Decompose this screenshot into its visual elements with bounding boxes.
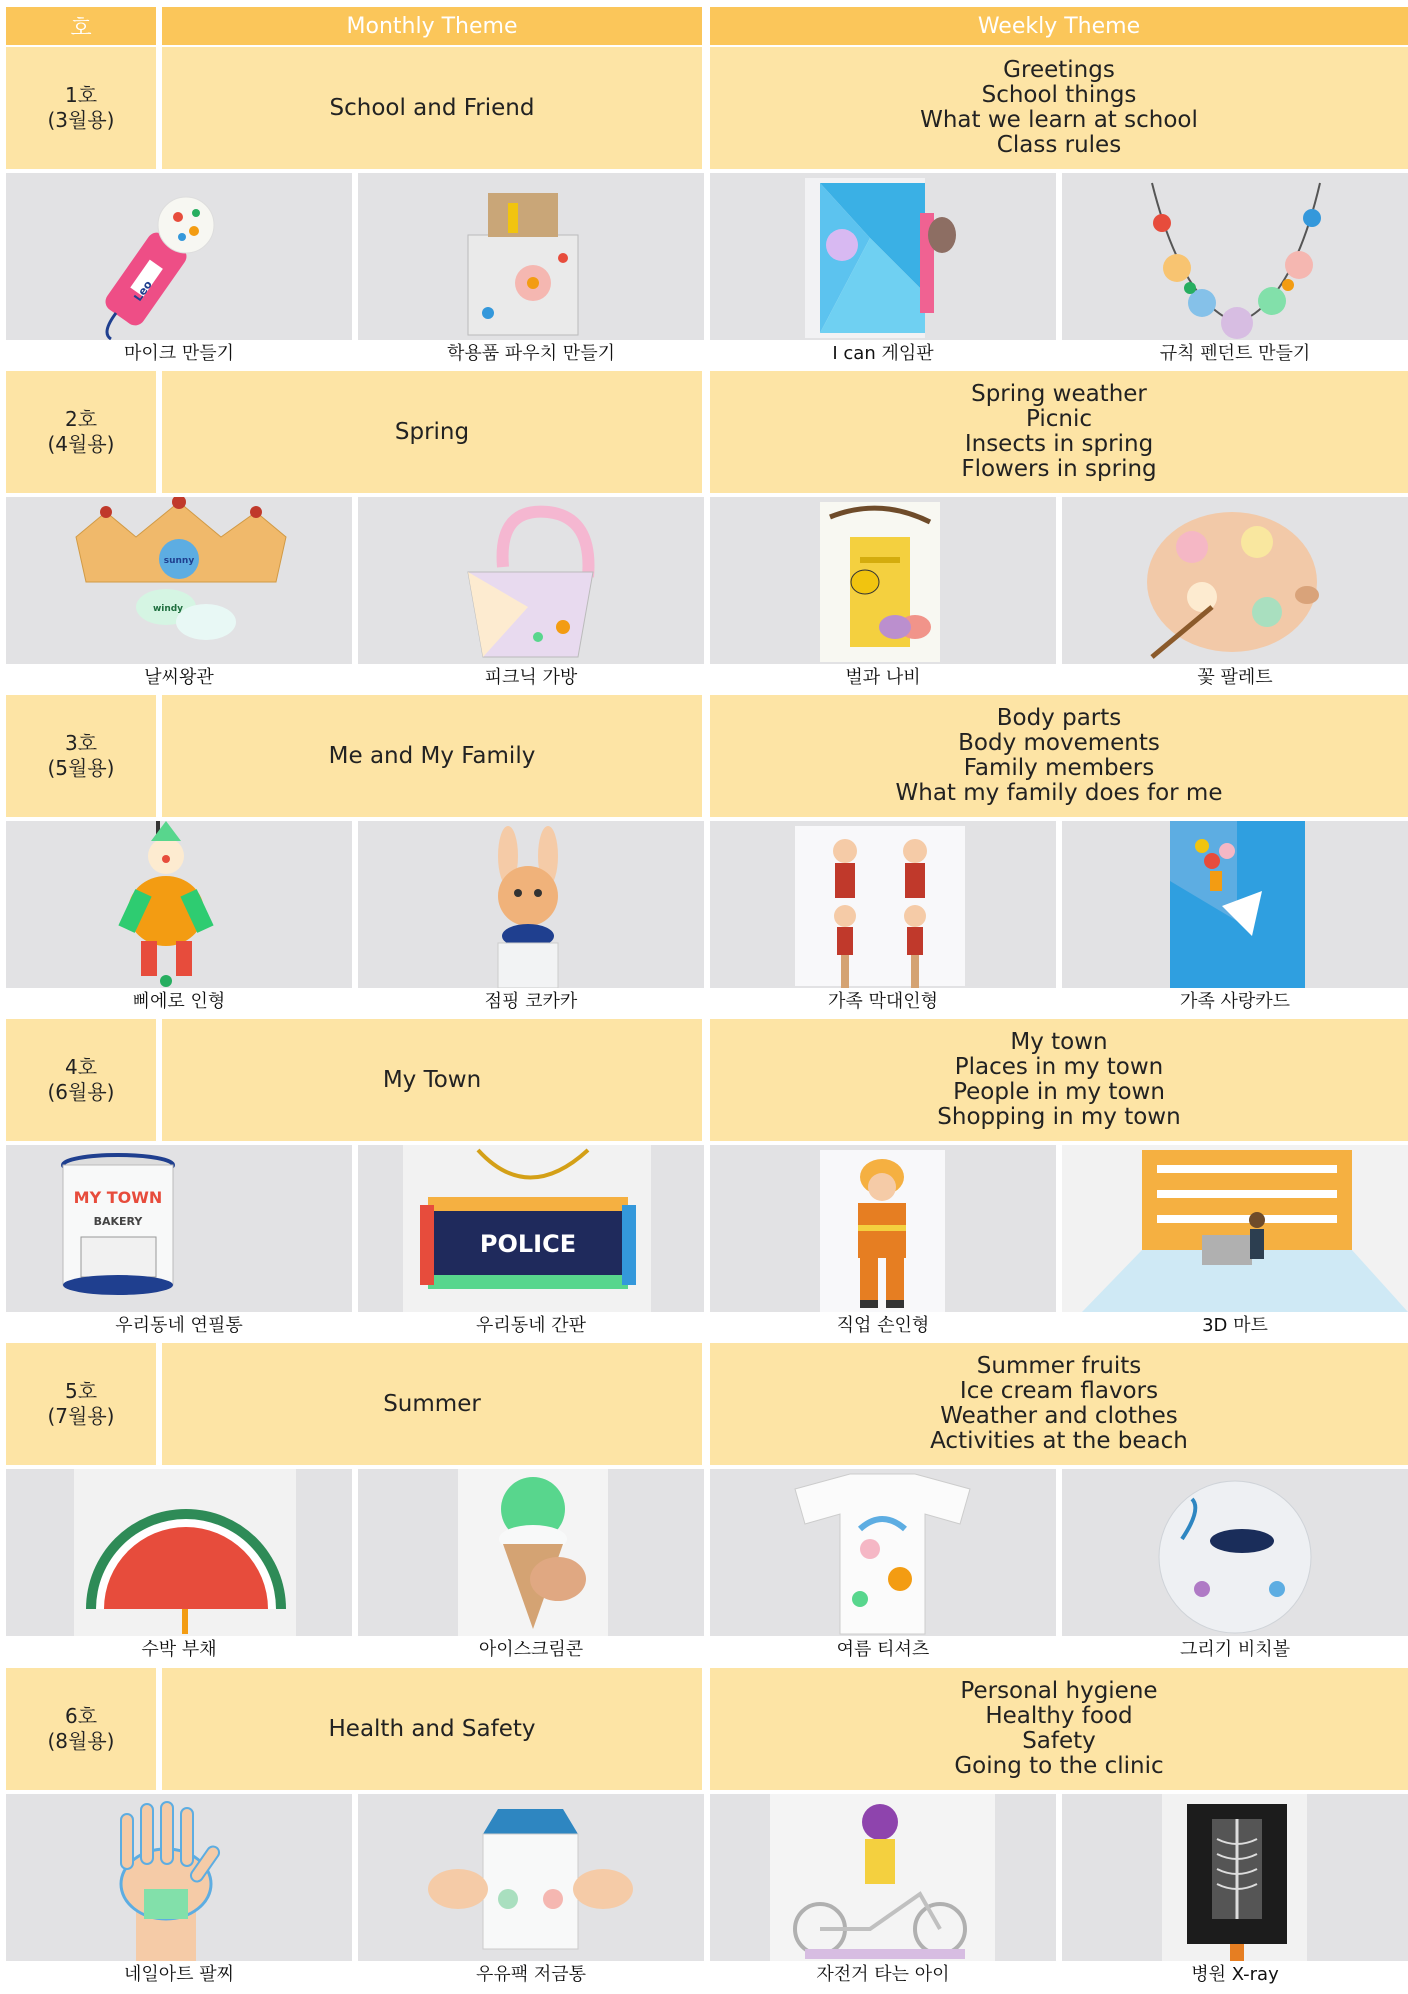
weekly-themes <box>710 1019 1408 1141</box>
weekly-theme-item: Places in my town <box>954 1054 1164 1080</box>
craft-label: 피크닉 가방 <box>484 667 578 688</box>
craft-label: 날씨왕관 <box>144 667 214 688</box>
craft-label: 가족 사랑카드 <box>1179 991 1291 1012</box>
craft-photo <box>710 173 1056 340</box>
weekly-theme-item: Healthy food <box>985 1703 1133 1729</box>
craft-card <box>6 1469 352 1669</box>
weekly-theme-item: Family members <box>963 755 1155 781</box>
weekly-themes <box>710 1668 1408 1790</box>
craft-card <box>358 173 704 373</box>
monthly-theme: Summer <box>162 1343 702 1465</box>
craft-label: 여름 티셔츠 <box>836 1639 930 1660</box>
monthly-theme: Spring <box>162 371 702 493</box>
craft-label: 수박 부채 <box>141 1639 217 1660</box>
craft-photo <box>1062 1145 1408 1312</box>
issue-month: (8월용) <box>47 1729 115 1753</box>
crown-icon <box>6 497 352 664</box>
craft-card <box>710 1145 1056 1345</box>
palette-icon <box>1062 497 1408 664</box>
beach-ball-icon <box>1062 1469 1408 1636</box>
header-monthly-theme: Monthly Theme <box>162 7 702 45</box>
issue-number-cell <box>6 1019 156 1141</box>
picture-text: BAKERY <box>93 1215 143 1228</box>
craft-row <box>0 497 1408 697</box>
header-issue-number: 호 <box>6 7 156 45</box>
jumping-rabbit-icon <box>358 821 704 988</box>
weekly-theme-item: Insects in spring <box>964 431 1154 457</box>
craft-row <box>0 1145 1408 1345</box>
craft-label: 점핑 코카카 <box>484 991 578 1012</box>
craft-photo <box>358 1794 704 1961</box>
craft-card <box>6 497 352 697</box>
craft-card <box>710 821 1056 1021</box>
monthly-theme: School and Friend <box>162 47 702 169</box>
craft-card <box>6 173 352 373</box>
theme-row <box>0 1668 1408 1790</box>
craft-photo <box>6 1145 352 1312</box>
weekly-themes <box>710 695 1408 817</box>
craft-label: 네일아트 팔찌 <box>123 1964 235 1985</box>
craft-photo <box>358 497 704 664</box>
craft-card <box>710 173 1056 373</box>
weekly-theme-item: What we learn at school <box>920 107 1198 133</box>
game-board-icon <box>710 173 1056 340</box>
mart-shelf-icon <box>1062 1145 1408 1312</box>
issue-number: 4호 <box>64 1055 98 1079</box>
pouch-craft-icon <box>358 173 704 340</box>
craft-photo <box>6 173 352 340</box>
craft-label: 우리동네 간판 <box>475 1315 587 1336</box>
theme-row <box>0 371 1408 493</box>
stick-puppet-icon <box>710 821 1056 988</box>
craft-card <box>358 1794 704 1994</box>
weekly-themes <box>710 371 1408 493</box>
weekly-theme-item: Personal hygiene <box>960 1678 1158 1704</box>
weekly-theme-item: Shopping in my town <box>937 1104 1181 1130</box>
theme-row <box>0 695 1408 817</box>
craft-label: 우리동네 연필통 <box>115 1315 243 1336</box>
craft-card <box>710 1794 1056 1994</box>
issue-month: (3월용) <box>47 108 115 132</box>
weekly-theme-item: What my family does for me <box>895 780 1223 806</box>
issue-number-cell <box>6 1668 156 1790</box>
craft-photo <box>710 1469 1056 1636</box>
craft-card <box>6 1794 352 1994</box>
weekly-themes <box>710 47 1408 169</box>
picture-text: MY TOWN <box>73 1188 163 1207</box>
tshirt-icon <box>710 1469 1056 1636</box>
issue-number-cell <box>6 1343 156 1465</box>
craft-card <box>1062 173 1408 373</box>
craft-card <box>1062 1794 1408 1994</box>
issue-month: (7월용) <box>47 1404 115 1428</box>
craft-card <box>358 821 704 1021</box>
craft-photo <box>710 821 1056 988</box>
ice-cream-cone-icon <box>358 1469 704 1636</box>
weekly-themes <box>710 1343 1408 1465</box>
weekly-theme-item: Body parts <box>996 705 1122 731</box>
clown-puppet-icon <box>6 821 352 988</box>
bicycle-kid-icon <box>710 1794 1056 1961</box>
issue-number: 6호 <box>64 1704 98 1728</box>
craft-label: 마이크 만들기 <box>123 343 235 364</box>
weekly-theme-item: My town <box>1010 1029 1108 1055</box>
craft-photo <box>710 497 1056 664</box>
craft-card <box>1062 497 1408 697</box>
craft-card <box>710 497 1056 697</box>
craft-label: 직업 손인형 <box>836 1315 930 1336</box>
craft-label: 3D 마트 <box>1202 1315 1268 1336</box>
issue-number: 2호 <box>64 407 98 431</box>
craft-label: I can 게임판 <box>832 343 934 364</box>
picture-text: sunny <box>163 556 195 566</box>
theme-row <box>0 47 1408 169</box>
weekly-theme-item: Class rules <box>996 132 1122 158</box>
issue-number-cell <box>6 371 156 493</box>
craft-photo <box>6 1794 352 1961</box>
craft-card <box>6 821 352 1021</box>
issue-number: 1호 <box>64 83 98 107</box>
craft-row <box>0 1469 1408 1669</box>
craft-photo <box>358 1469 704 1636</box>
craft-label: 병원 X-ray <box>1191 1964 1279 1985</box>
craft-photo <box>358 821 704 988</box>
craft-photo <box>6 821 352 988</box>
craft-photo <box>1062 497 1408 664</box>
basket-icon <box>358 497 704 664</box>
craft-photo <box>1062 173 1408 340</box>
craft-label: 학용품 파우치 만들기 <box>447 343 615 364</box>
craft-photo <box>1062 821 1408 988</box>
weekly-theme-item: Activities at the beach <box>930 1428 1188 1454</box>
weekly-theme-item: Picnic <box>1025 406 1092 432</box>
craft-card <box>358 497 704 697</box>
craft-card <box>710 1469 1056 1669</box>
craft-photo <box>1062 1469 1408 1636</box>
craft-photo <box>6 497 352 664</box>
weekly-theme-item: School things <box>981 82 1137 108</box>
issue-number: 5호 <box>64 1379 98 1403</box>
craft-row <box>0 1794 1408 1994</box>
craft-photo <box>358 1145 704 1312</box>
weekly-theme-item: Summer fruits <box>976 1353 1142 1379</box>
weekly-theme-item: People in my town <box>953 1079 1165 1105</box>
craft-label: 벌과 나비 <box>845 667 921 688</box>
issue-number-cell <box>6 47 156 169</box>
craft-photo <box>358 173 704 340</box>
police-sign-icon <box>358 1145 704 1312</box>
weekly-theme-item: Safety <box>1022 1728 1096 1754</box>
craft-label: 우유팩 저금통 <box>475 1964 587 1985</box>
microphone-craft-icon <box>6 173 352 340</box>
craft-photo <box>6 1469 352 1636</box>
weekly-theme-item: Weather and clothes <box>940 1403 1178 1429</box>
craft-row <box>0 821 1408 1021</box>
monthly-theme: Health and Safety <box>162 1668 702 1790</box>
weekly-theme-item: Ice cream flavors <box>959 1378 1159 1404</box>
craft-card <box>358 1469 704 1669</box>
craft-photo <box>710 1145 1056 1312</box>
milk-carton-bank-icon <box>358 1794 704 1961</box>
weekly-theme-item: Body movements <box>958 730 1160 756</box>
hand-bracelet-icon <box>6 1794 352 1961</box>
craft-label: 삐에로 인형 <box>132 991 226 1012</box>
craft-card <box>1062 821 1408 1021</box>
watermelon-fan-icon <box>6 1469 352 1636</box>
craft-card <box>1062 1145 1408 1345</box>
table-header <box>0 0 1408 45</box>
firefighter-puppet-icon <box>710 1145 1056 1312</box>
header-weekly-theme: Weekly Theme <box>710 7 1408 45</box>
craft-label: 아이스크림콘 <box>478 1639 584 1660</box>
craft-card <box>358 1145 704 1345</box>
weekly-theme-item: Going to the clinic <box>954 1753 1164 1779</box>
weekly-theme-item: Spring weather <box>971 381 1147 407</box>
craft-label: 가족 막대인형 <box>827 991 939 1012</box>
craft-card <box>1062 1469 1408 1669</box>
theme-row <box>0 1019 1408 1141</box>
craft-photo <box>1062 1794 1408 1961</box>
pendant-necklace-icon <box>1062 173 1408 340</box>
monthly-theme: My Town <box>162 1019 702 1141</box>
issue-number: 3호 <box>64 731 98 755</box>
picture-text: windy <box>152 604 184 614</box>
pencil-holder-icon <box>6 1145 352 1312</box>
picture-text: Leo <box>131 278 155 304</box>
theme-row <box>0 1343 1408 1465</box>
xray-icon <box>1062 1794 1408 1961</box>
craft-photo <box>710 1794 1056 1961</box>
popup-card-icon <box>1062 821 1408 988</box>
issue-number-cell <box>6 695 156 817</box>
craft-card <box>6 1145 352 1345</box>
picture-text: POLICE <box>479 1230 577 1258</box>
weekly-theme-item: Flowers in spring <box>961 456 1157 482</box>
issue-month: (4월용) <box>47 432 115 456</box>
monthly-theme: Me and My Family <box>162 695 702 817</box>
craft-label: 그리기 비치볼 <box>1179 1639 1291 1660</box>
bee-butterfly-icon <box>710 497 1056 664</box>
weekly-theme-item: Greetings <box>1003 57 1115 83</box>
craft-row <box>0 173 1408 373</box>
issue-month: (5월용) <box>47 756 115 780</box>
craft-label: 자전거 타는 아이 <box>816 1964 950 1985</box>
issue-month: (6월용) <box>47 1080 115 1104</box>
craft-label: 규칙 펜던트 만들기 <box>1159 343 1311 364</box>
craft-label: 꽃 팔레트 <box>1197 667 1273 688</box>
